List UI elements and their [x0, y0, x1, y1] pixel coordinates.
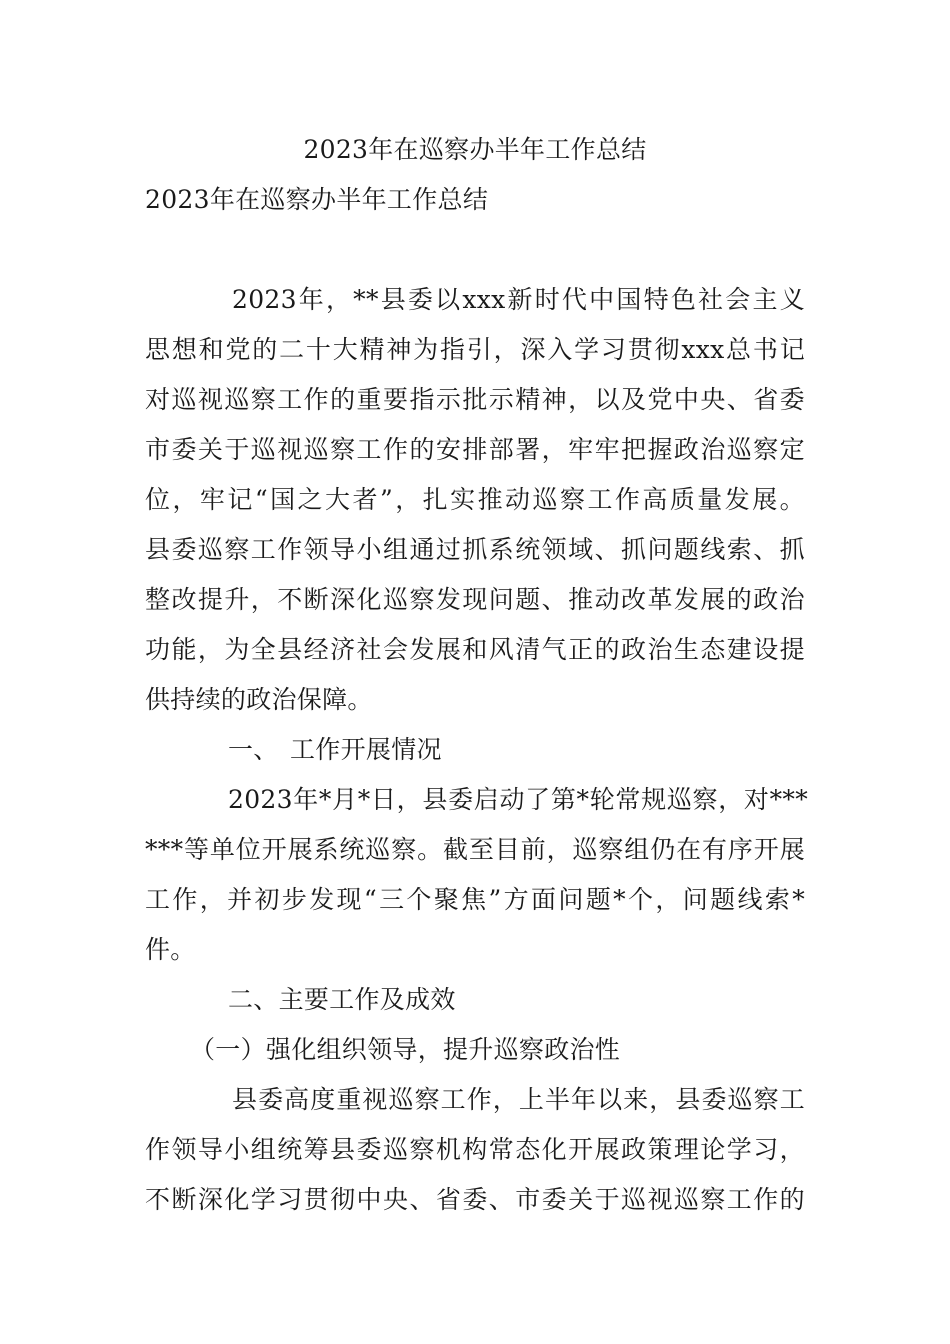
paragraph-line: 功能，为全县经济社会发展和风清气正的政治生态建设提: [145, 635, 805, 664]
subsection-heading: （一）强化组织领导，提升巡察政治性: [190, 1035, 621, 1064]
paragraph-line: 作领导小组统筹县委巡察机构常态化开展政策理论学习，: [145, 1135, 805, 1164]
paragraph-line: 整改提升，不断深化巡察发现问题、推动改革发展的政治: [145, 585, 805, 614]
paragraph-line: 件。: [145, 935, 196, 964]
paragraph-line: 县委高度重视巡察工作，上半年以来，县委巡察工: [232, 1085, 805, 1114]
document-subtitle: 2023年在巡察办半年工作总结: [145, 185, 489, 214]
paragraph-line: 不断深化学习贯彻中央、省委、市委关于巡视巡察工作的: [145, 1185, 805, 1214]
paragraph-line: 供持续的政治保障。: [145, 685, 373, 714]
section-heading: 二、主要工作及成效: [228, 985, 456, 1014]
paragraph-line: 对巡视巡察工作的重要指示批示精神，以及党中央、省委: [145, 385, 805, 414]
section-heading-number: 一、: [228, 735, 279, 764]
paragraph-line: ***等单位开展系统巡察。截至目前，巡察组仍在有序开展: [145, 835, 805, 864]
paragraph-line: 工作，并初步发现“三个聚焦”方面问题*个，问题线索*: [145, 885, 805, 914]
paragraph-line: 2023年，**县委以xxx新时代中国特色社会主义: [232, 285, 805, 314]
section-heading-text: 工作开展情况: [290, 735, 442, 764]
paragraph-line: 思想和党的二十大精神为指引，深入学习贯彻xxx总书记: [145, 335, 805, 364]
document-title: 2023年在巡察办半年工作总结: [303, 135, 647, 164]
paragraph-line: 位，牢记“国之大者”，扎实推动巡察工作高质量发展。: [145, 485, 805, 514]
paragraph-line: 2023年*月*日，县委启动了第*轮常规巡察，对***: [228, 785, 808, 814]
paragraph-line: 县委巡察工作领导小组通过抓系统领域、抓问题线索、抓: [145, 535, 805, 564]
paragraph-line: 市委关于巡视巡察工作的安排部署，牢牢把握政治巡察定: [145, 435, 805, 464]
